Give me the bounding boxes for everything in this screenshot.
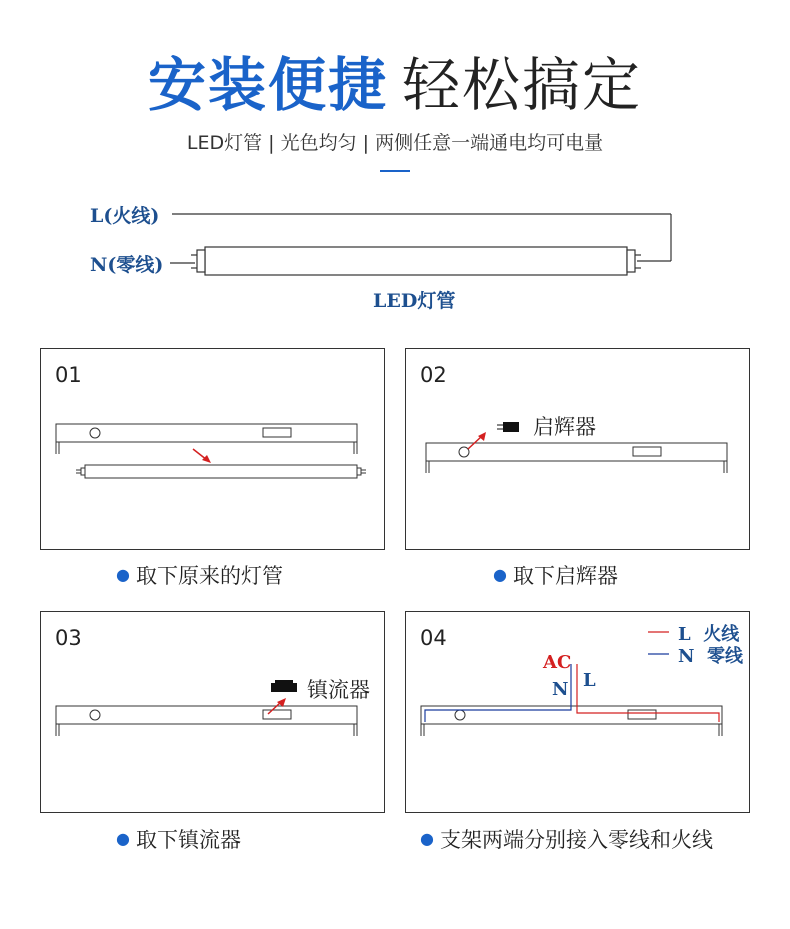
title-rest: 轻松搞定: [402, 51, 643, 119]
tube-label: LED灯管: [373, 290, 456, 312]
step-panel-02: [405, 348, 750, 550]
step-caption-02: ● 取下启辉器: [493, 564, 618, 588]
ac-label: AC: [543, 652, 572, 673]
step-number: 01: [55, 363, 82, 387]
step-panel-04: [405, 611, 750, 813]
step-panel-01: [40, 348, 385, 550]
step-number: 04: [420, 626, 447, 650]
neutral-wire-label: N(零线): [90, 254, 164, 276]
n-label: N: [552, 679, 569, 700]
ballast-label: 镇流器: [307, 678, 370, 702]
step-01-illustration: [41, 349, 384, 549]
step-number: 03: [55, 626, 82, 650]
step-panel-03: [40, 611, 385, 813]
starter-label: 启辉器: [533, 415, 596, 439]
wiring-diagram: [0, 0, 790, 320]
step-02-illustration: [406, 349, 749, 549]
step-caption-01: ● 取下原来的灯管: [116, 564, 283, 588]
step-caption-03: ● 取下镇流器: [116, 828, 241, 852]
live-wire-label: L(火线): [90, 205, 160, 227]
l-label: L: [583, 670, 596, 691]
legend-live: L 火线: [678, 624, 740, 645]
step-number: 02: [420, 363, 447, 387]
title-highlight: 安装便捷: [147, 51, 388, 119]
step-caption-04: ● 支架两端分别接入零线和火线: [420, 828, 713, 852]
legend-neutral: N 零线: [678, 646, 743, 667]
step-03-illustration: [41, 612, 384, 812]
subtitle: LED灯管 | 光色均匀 | 两侧任意一端通电均可电量: [186, 132, 604, 154]
